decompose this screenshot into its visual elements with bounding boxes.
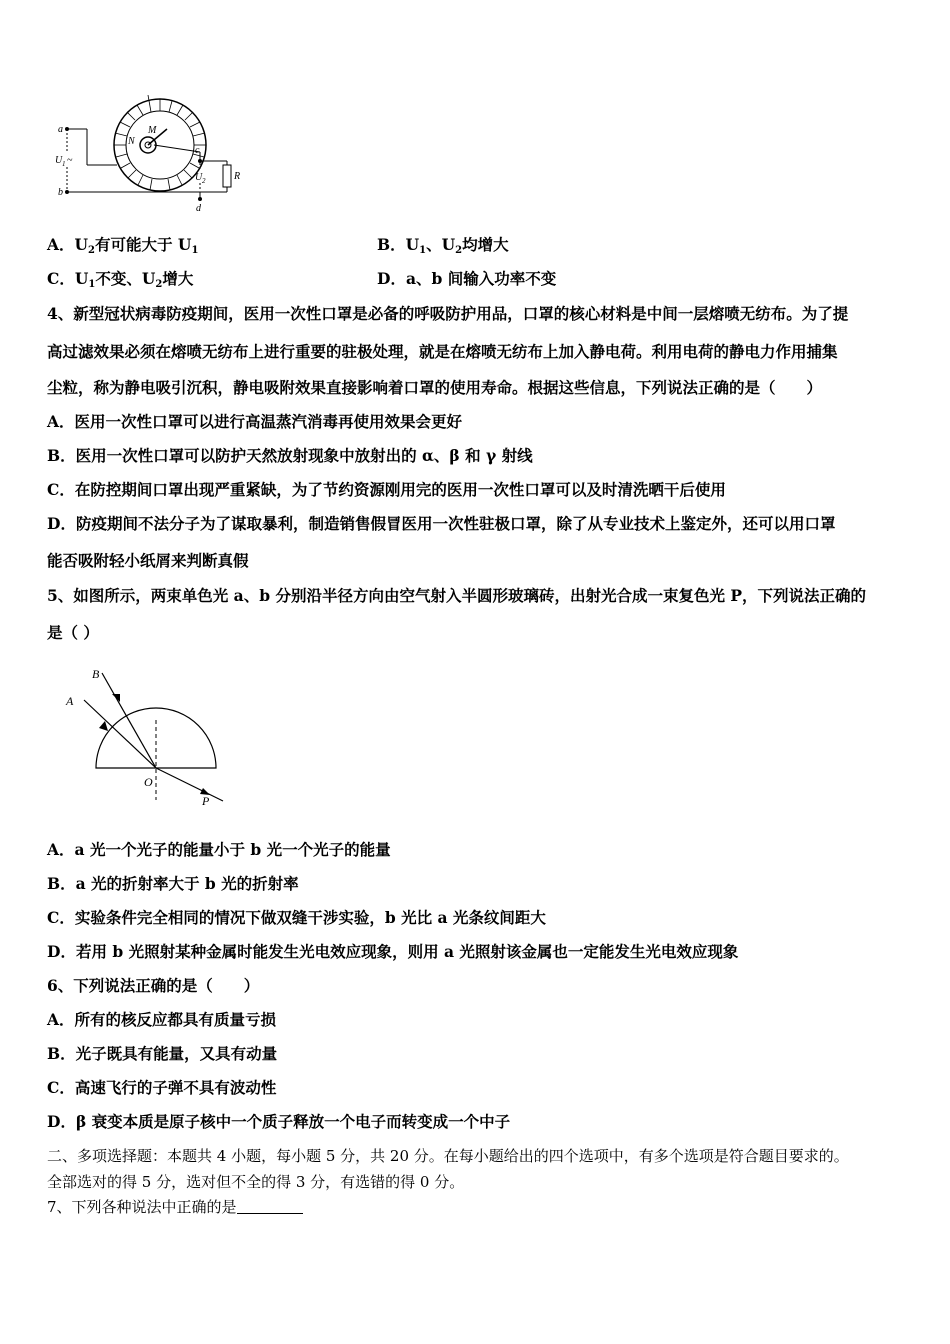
q4-stem-line-2: 高过滤效果必须在熔喷无纺布上进行重要的驻极处理，就是在熔喷无纺布上加入静电荷。利用电荷的静电力作用捕集 [47,342,838,361]
q5-stem-line-1: 5、如图所示，两束单色光 a、b 分别沿半径方向由空气射入半圆形玻璃砖，出射光合成一束复色光 P，下列说法正确的 [47,586,867,605]
label-P: P [202,794,210,808]
q4-option-a: A．医用一次性口罩可以进行高温蒸汽消毒再使用效果会更好 [47,412,463,431]
label-b: b [58,187,63,198]
label-u1: U [55,155,63,166]
q6-option-c: C．高速飞行的子弹不具有波动性 [47,1078,277,1097]
q5-stem-line-2: 是（ ） [47,623,99,642]
q3-option-c: C．$U_1$不变、$U_2$增大 [47,269,194,290]
q4-stem-line-1: 4、新型冠状病毒防疫期间，医用一次性口罩是必备的呼吸防护用品，口罩的核心材料是中间一层熔喷无纺布。为了提 [47,304,849,323]
label-d: d [196,203,201,214]
q6-option-b: B．光子既具有能量，又具有动量 [47,1044,278,1063]
label-a: a [58,124,63,135]
q3-option-a: A．$U_2$有可能大于 $U_1$ [47,235,199,256]
q6-option-a: A．所有的核反应都具有质量亏损 [47,1010,277,1029]
label-u2-sub: 2 [202,177,206,185]
q4-option-b: B．医用一次性口罩可以防护天然放射现象中放射出的 α、β 和 γ 射线 [47,446,533,465]
q4-stem-line-3: 尘粒，称为静电吸引沉积，静电吸附效果直接影响着口罩的使用寿命。根据这些信息，下列说法正确的是（ ） [47,378,823,397]
q7-stem: 7、下列各种说法中正确的是 [47,1197,303,1217]
autotransformer-figure [55,95,245,215]
q4-option-d-line-2: 能否吸附轻小纸屑来判断真假 [47,551,249,570]
q5-option-c: C．实验条件完全相同的情况下做双缝干涉实验，b 光比 a 光条纹间距大 [47,908,546,927]
section-2-heading-line-2: 全部选对的得 5 分，选对但不全的得 3 分，有选错的得 0 分。 [47,1173,465,1191]
label-M: M [148,125,157,136]
label-u1-sub: 1 [62,160,66,168]
q3-option-d: D．a、b 间输入功率不变 [377,269,557,288]
q6-stem: 6、下列说法正确的是（ ） [47,976,260,995]
semicircle-refraction-figure [58,658,233,808]
answer-blank[interactable] [237,1199,303,1214]
q5-option-a: A．a 光一个光子的能量小于 b 光一个光子的能量 [47,840,391,859]
label-O: O [144,775,153,789]
q6-option-d: D．β 衰变本质是原子核中一个质子释放一个电子而转变成一个中子 [47,1112,511,1131]
label-tilde: ~ [67,155,73,166]
label-N: N [128,136,135,147]
label-u2: U [195,172,203,183]
q5-option-d: D．若用 b 光照射某种金属时能发生光电效应现象，则用 a 光照射该金属也一定能发生光电效应现象 [47,942,739,961]
section-2-heading-line-1: 二、多项选择题：本题共 4 小题，每小题 5 分，共 20 分。在每小题给出的四个选项中，有多个选项是符合题目要求的。 [47,1147,849,1165]
label-R: R [234,171,241,182]
label-B: B [92,667,100,681]
q4-option-c: C．在防控期间口罩出现严重紧缺，为了节约资源刚用完的医用一次性口罩可以及时清洗晒干后使用 [47,480,726,499]
q5-option-b: B．a 光的折射率大于 b 光的折射率 [47,874,299,893]
q3-option-b: B．$U_1$、$U_2$均增大 [377,235,509,256]
label-A: A [66,694,74,708]
q4-option-d-line-1: D．防疫期间不法分子为了谋取暴利，制造销售假冒医用一次性驻极口罩，除了从专业技术上鉴定外，还可以用口罩 [47,514,836,533]
label-c: c [195,145,200,156]
